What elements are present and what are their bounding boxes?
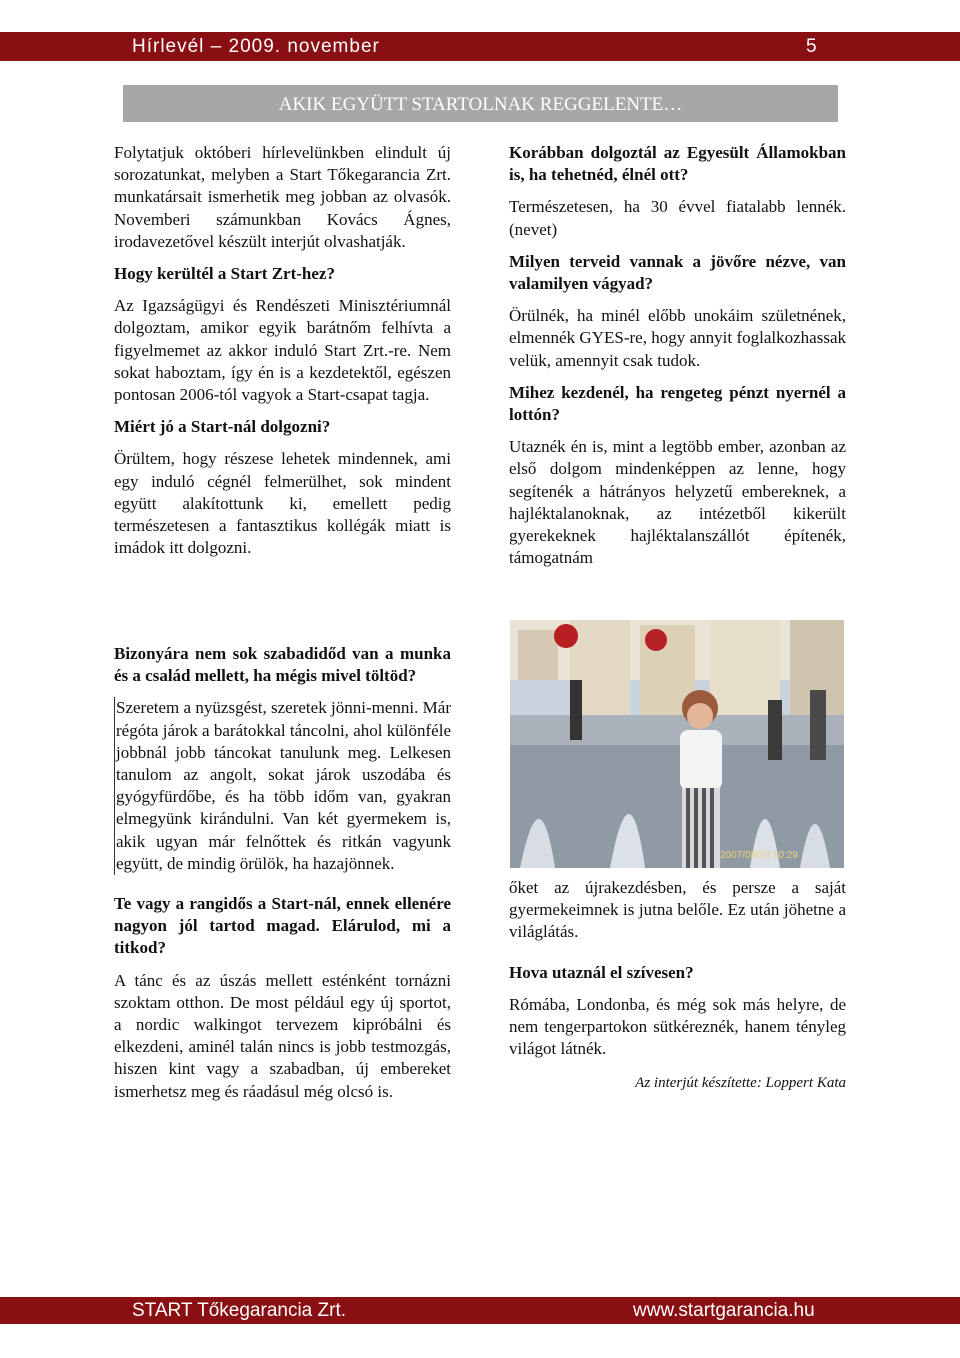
newsletter-title: Hírlevél – 2009. november: [132, 36, 380, 57]
question-3: Bizonyára nem sok szabadidőd van a munka és a család mellett, ha mégis mivel töltöd?: [114, 644, 451, 686]
footer-website-link[interactable]: www.startgarancia.hu: [633, 1300, 815, 1321]
footer-bar: [0, 1297, 960, 1324]
question-4: Te vagy a rangidős a Start-nál, ennek ellenére nagyon jól tartod magad. Elárulod, mi a titkod?: [114, 894, 451, 958]
question-1: Hogy kerültél a Start Zrt-hez?: [114, 264, 335, 284]
interview-credit: Az interjút készítette: Loppert Kata: [635, 1075, 846, 1092]
article-title: AKIK EGYÜTT STARTOLNAK REGGELENTE…: [123, 85, 838, 122]
photo-timestamp: 2007/08/10 10:29: [720, 850, 798, 861]
interview-photo: [510, 620, 844, 868]
answer-8: Rómába, Londonba, és még sok más helyre, de nem tengerpartokon sütkéreznék, hanem tényleg világot látnék.: [509, 994, 846, 1059]
question-2: Miért jó a Start-nál dolgozni?: [114, 417, 331, 437]
right-column-lower: [509, 877, 846, 1105]
answer-7-part-2: őket az újrakezdésben, és persze a saját gyermekeimnek is jutna belőle. Ez után jöhetne a világlátás.: [509, 878, 846, 942]
question-6: Milyen terveid vannak a jövőre nézve, van valamilyen vágyad?: [509, 251, 846, 294]
answer-2: Örültem, hogy részese lehetek mindennek, ami egy induló cégnél felmerülhet, sok mindent együtt alakítottunk ki, emellett pedig természetesen a fantasztikus kollégák miatt is imádok itt dolgozni.: [114, 449, 451, 558]
left-column-lower: [114, 643, 451, 1113]
photo-illustration: [510, 620, 844, 868]
question-7: Mihez kezdenél, ha rengeteg pénzt nyernél a lottón?: [509, 382, 846, 425]
page-number: 5: [806, 36, 818, 57]
answer-6: Örülnék, ha minél előbb unokáim születnének, elmennék GYES-re, hogy annyit foglalkozhassak velük, amennyit csak tudok.: [509, 306, 846, 370]
question-5: Korábban dolgoztál az Egyesült Államokban is, ha tehetnéd, élnél ott?: [509, 143, 846, 185]
left-column: [114, 142, 451, 569]
footer-company: START Tőkegarancia Zrt.: [132, 1300, 347, 1321]
answer-4: A tánc és az úszás mellett esténként tornázni szoktam otthon. De most például egy új sportot, a nordic walkingot tervezem kipróbálni és elkezdeni, aminél talán nincs is jobb testmozgás, hiszen kint vagy a szabadban, új embereket ismerhetsz meg és ráadásul még olcsó is.: [114, 970, 451, 1101]
answer-7-part-1: Utaznék én is, mint a legtöbb ember, azonban az első dolgom mindenképpen az lenne, hogy segítenék a hátrányos helyzetű embereknek, a hajléktalanoknak, az intézetből kikerült gyerekeknek hajléktalanszállót építenék, támogatnám: [509, 437, 846, 568]
header-bar: [0, 32, 960, 61]
right-column: [509, 142, 846, 579]
answer-5: Természetesen, ha 30 évvel fiatalabb lennék. (nevet): [509, 197, 846, 239]
question-8: Hova utaznál el szívesen?: [509, 962, 694, 982]
intro-paragraph: Folytatjuk októberi hírlevelünkben elindult új sorozatunkat, melyben a Start Tőkegarancia Zrt. munkatársait ismerhetik meg jobban az olvasók. Novemberi számunkban Kovács Ágnes, irodavezetővel készült interjút olvashatják.: [114, 143, 451, 251]
answer-3: Szeretem a nyüzsgést, szeretek jönni-menni. Már régóta járok a barátokkal táncolni, ahol különféle jobbnál jobb táncokat tanulunk meg. Lelkesen tanulom az angolt, sokat járok uszodába és gyógyfürdőbe, és ha több időm van, gyakran elmegyünk kirándulni. Van két gyermekem is, akik ugyan már felnőttek és ritkán vagyunk együtt, de mindig örülök, ha hazajönnek.: [114, 697, 451, 875]
answer-1: Az Igazságügyi és Rendészeti Minisztériumnál dolgoztam, amikor egyik barátnőm felhívta a figyelmemet az akkor induló Start Zrt.-re. Nem sokat haboztam, így én is a kezdetektől, egészen pontosan 2006-tól vagyok a Start-csapat tagja.: [114, 296, 451, 405]
